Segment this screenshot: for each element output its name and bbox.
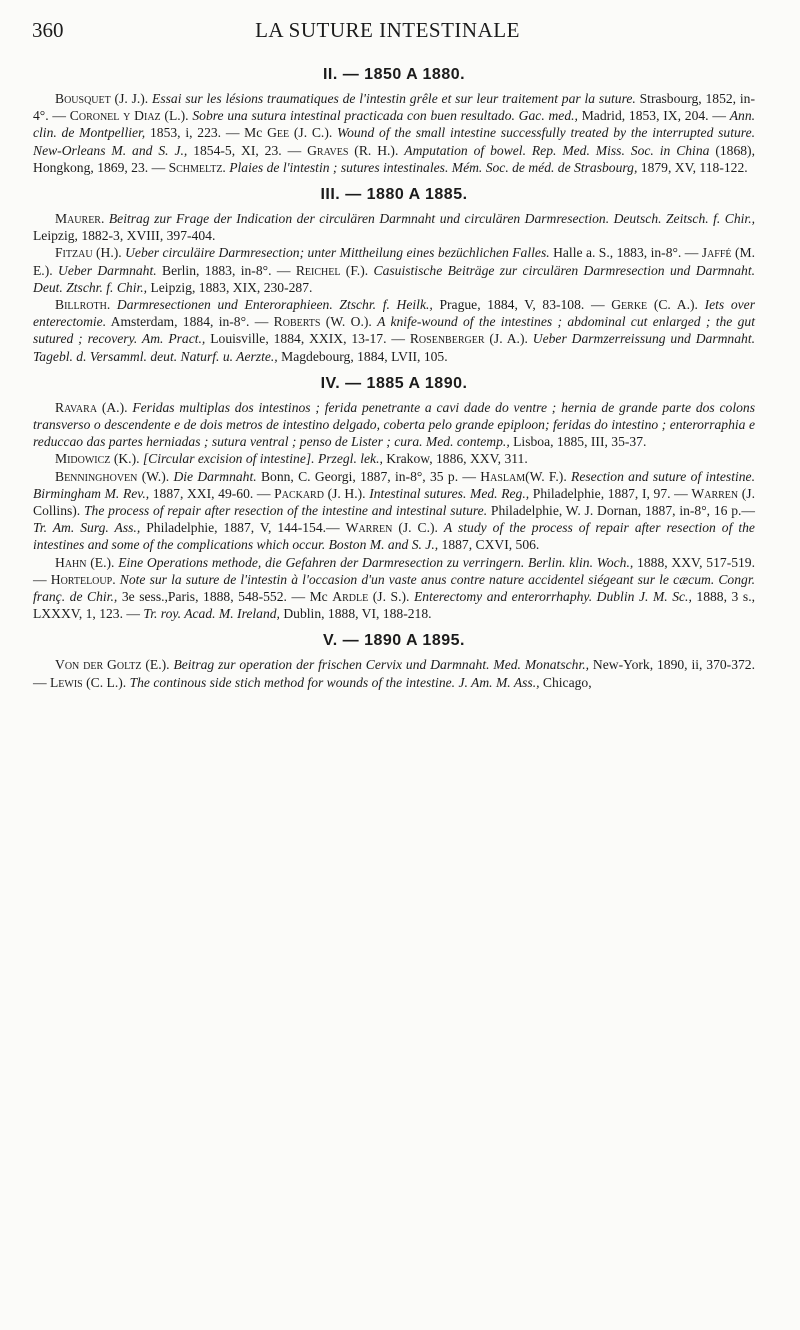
title-text: Tr. Am. Surg. Ass., (33, 520, 141, 536)
author-name: Haslam (480, 468, 526, 484)
citation-text: (W.). (137, 468, 174, 484)
citation-text: Strasbourg, 1852, in-4°. — (33, 91, 756, 124)
citation-text: (J. J.). (110, 91, 153, 106)
author-name: Graves (307, 142, 349, 158)
title-text: The continous side stich method for wounds of the intestine. J. Am. M. Ass., (129, 674, 540, 690)
title-text: [Circular excision of intestine]. Przegl. lek., (142, 451, 383, 467)
bibliography-entry (33, 450, 755, 467)
author-name: Gee (267, 125, 290, 141)
title-text: Eine Operations methode, die Gefahren der Darmresection zu verringern. Berlin. klin. Woch., (118, 554, 634, 570)
author-name: Ravara (55, 399, 98, 415)
bibliography-entry (33, 399, 755, 451)
citation-text: Lisboa, 1885, III, 35-37. (509, 434, 647, 450)
citation-text: (L.). (160, 108, 193, 124)
author-name: Fitzau (55, 245, 93, 261)
page-number: 360 (32, 18, 64, 42)
citation-text: (C. A.). (647, 297, 705, 313)
citation-text: 1888, XXV, 517-519.— (33, 554, 756, 587)
author-name: Reichel (295, 262, 341, 278)
citation-text: Philadelphie, 1887, V, 144-154.— (140, 520, 346, 536)
section-heading: II. — 1850 A 1880. (322, 66, 466, 83)
citation-text: Louisville, 1884, XXIX, 13-17. — (205, 331, 410, 347)
citation-text: (J. A.). (484, 331, 533, 347)
title-text: Tr. roy. Acad. M. Ireland, (143, 606, 280, 622)
title-text: Essai sur les lésions traumatiques de l'intestin grêle et sur leur traitement par la suture. (152, 91, 636, 106)
title-text: Enterectomy and enterorrhaphy. Dublin J. M. Sc., (413, 589, 692, 605)
author-name: Horteloup (50, 571, 113, 587)
author-name: Von der Goltz (55, 657, 142, 673)
author-name: Ardle (332, 589, 369, 605)
citation-text: (R. H.). (348, 142, 405, 158)
author-name: Roberts (273, 314, 321, 330)
bibliography-entry (33, 90, 755, 176)
citation-text: Dublin, 1888, VI, 188-218. (279, 606, 432, 622)
bibliography-entry (33, 210, 755, 244)
citation-text: (F.). (340, 262, 374, 278)
citation-text: (J. C.). (289, 125, 338, 141)
citation-text: (E.). (86, 554, 119, 570)
author-name: Coronel y Diaz (69, 108, 161, 124)
citation-text: 1853, i, 223. — Mc (145, 125, 268, 141)
bibliography-body (33, 66, 755, 691)
title-text: Die Darmnaht. (173, 468, 257, 484)
citation-text: Leipzig, 1882-3, XVIII, 397-404. (33, 228, 216, 244)
author-name: Jaffé (701, 245, 732, 261)
author-name: Rosenberger (409, 331, 485, 347)
title-text: Ueber circuläire Darmresection; unter Mittheilung eines bezüchlichen Falles. (125, 245, 550, 261)
citation-text: 1879, XV, 118-122. (637, 159, 748, 175)
title-text: Beitrag zur Frage der Indication der circulären Darmnaht und circulären Darmresection. Deutsch. Zeitsch. f. Chir., (108, 211, 756, 227)
author-name: Gerke (611, 297, 648, 313)
citation-text: 1887, CXVI, 506. (438, 537, 540, 553)
citation-text: New-York, 1890, ii, 370-372. — (33, 657, 756, 690)
title-text: Note sur la suture de l'intestin à l'occasion d'un vaste anus contre nature accidentel siégeant sur le cæcum. Congr. franç. de Chir., (33, 571, 756, 605)
author-name: Midowicz (55, 451, 111, 467)
title-text: Iets over enterectomie. (33, 297, 756, 330)
citation-text: (J. H.). (323, 485, 370, 501)
citation-text: (J. Collins). (33, 485, 755, 519)
page-header (20, 18, 755, 48)
title-text: Casuistische Beiträge zur circulären Darmresection und Darmnaht. Deut. Ztschr. f. Chir., (33, 262, 756, 295)
running-title: LA SUTURE INTESTINALE (255, 18, 520, 42)
citation-text: 1887, XXI, 49-60. — (149, 485, 275, 501)
citation-text: 1854-5, XI, 23. — (187, 142, 308, 158)
citation-text: 1888, 3 s., LXXXV, 1, 123. — (33, 589, 755, 622)
title-text: Plaies de l'intestin ; sutures intestinales. Mém. Soc. de méd. de Strasbourg, (229, 159, 638, 175)
title-text: Ann. clin. de Montpellier, (33, 108, 756, 141)
citation-text: . (100, 211, 109, 227)
title-text: Darmresectionen und Enteroraphieen. Ztschr. f. Heilk., (116, 297, 433, 313)
title-text: Feridas multiplas dos intestinos ; ferida penetrante a cavi dade do ventre ; hernia de grande parte dos colons transverso o descendente e de dois metros de intestino delgado, coberta pelo grande epiploon; feridas do intestino ; enterorraphia e reduccao das partes herniadas ; sutura ventral ; penso de Lister ; cura. Med. contemp., (33, 399, 755, 450)
title-text: Intestinal sutures. Med. Reg., (369, 485, 530, 501)
author-name: Maurer (55, 211, 101, 227)
bibliography-entry (33, 656, 755, 690)
citation-text: Philadelphie, 1887, I, 97. — (529, 485, 692, 501)
author-name: Bousquet (55, 91, 111, 106)
author-name: Schmeltz (168, 159, 223, 175)
citation-text: (H.). (92, 245, 126, 261)
bibliography-entry (33, 244, 755, 296)
title-text: Ueber Darmzerreissung und Darmnaht. Tagebl. d. Versamml. deut. Naturf. u. Aerzte., (33, 331, 755, 364)
bibliography-entry (33, 296, 755, 365)
citation-text: (J. S.). (368, 589, 414, 605)
citation-text: Bonn, C. Georgi, 1887, in-8°, 35 p. — (256, 468, 481, 484)
author-name: Hahn (55, 554, 87, 570)
citation-text: Amsterdam, 1884, in-8°. — (106, 314, 274, 330)
citation-text: 3e sess.,Paris, 1888, 548-552. — Mc (117, 589, 333, 605)
citation-text: (1868), Hongkong, 1869, 23. — (33, 142, 755, 175)
citation-text: . (112, 571, 120, 587)
title-text: Wound of the small intestine successfully treated by the interrupted suture. New-Orleans M. and S. J., (33, 125, 756, 158)
author-name: Lewis (50, 674, 83, 690)
citation-text: (W. O.). (320, 314, 378, 330)
author-name: Packard (274, 485, 324, 501)
citation-text: (C. L.). (82, 674, 130, 690)
citation-text: Chicago, (539, 674, 592, 690)
citation-text: . (222, 159, 230, 175)
citation-text: (W. F.). (525, 468, 572, 484)
author-name: Billroth (55, 297, 107, 313)
citation-text: (J. C.). (392, 520, 444, 536)
citation-text: Halle a. S., 1883, in-8°. — (549, 245, 702, 261)
section-heading: IV. — 1885 A 1890. (320, 374, 468, 392)
title-text: The process of repair after resection of the intestine and intestinal suture. (83, 503, 488, 519)
author-name: Warren (345, 520, 393, 536)
citation-text: (A.). (97, 399, 133, 415)
section-heading: V. — 1890 A 1895. (323, 632, 465, 650)
citation-text: Magdebourg, 1884, LVII, 105. (277, 348, 448, 364)
author-name: Warren (691, 485, 739, 501)
citation-text: Prague, 1884, V, 83-108. — (432, 297, 612, 313)
citation-text: Berlin, 1883, in-8°. — (156, 262, 296, 278)
author-name: Benninghoven (55, 468, 138, 484)
title-text: A knife-wound of the intestines ; abdominal cut enlarged ; the gut sutured ; recovery. Am. Pract., (33, 314, 755, 347)
title-text: Resection and suture of intestine. Birmingham M. Rev., (33, 468, 755, 501)
section-heading: III. — 1880 A 1885. (320, 186, 468, 204)
citation-text: Krakow, 1886, XXV, 311. (382, 451, 528, 467)
bibliography-entry (33, 468, 755, 554)
citation-text: Madrid, 1853, IX, 204. — (577, 108, 730, 124)
citation-text: . (106, 297, 117, 313)
citation-text: Leipzig, 1883, XIX, 230-287. (147, 279, 313, 295)
title-text: Sobre una sutura intestinal practicada con buen resultado. Gac. med., (192, 108, 578, 124)
title-text: Amputation of bowel. Rep. Med. Miss. Soc. in China (404, 142, 710, 158)
bibliography-entry (33, 554, 755, 623)
title-text: Beitrag zur operation der frischen Cervix und Darmnaht. Med. Monatschr., (173, 657, 590, 673)
title-text: Ueber Darmnaht. (58, 262, 157, 278)
citation-text: (M. E.). (33, 245, 755, 278)
citation-text: (K.). (110, 451, 143, 467)
citation-text: (E.). (141, 657, 174, 673)
title-text: A study of the process of repair after resection of the intestines and some of the complications which occur. Boston M. and S. J., (33, 520, 755, 553)
citation-text: Philadelphie, W. J. Dornan, 1887, in-8°, 16 p.— (487, 503, 755, 519)
